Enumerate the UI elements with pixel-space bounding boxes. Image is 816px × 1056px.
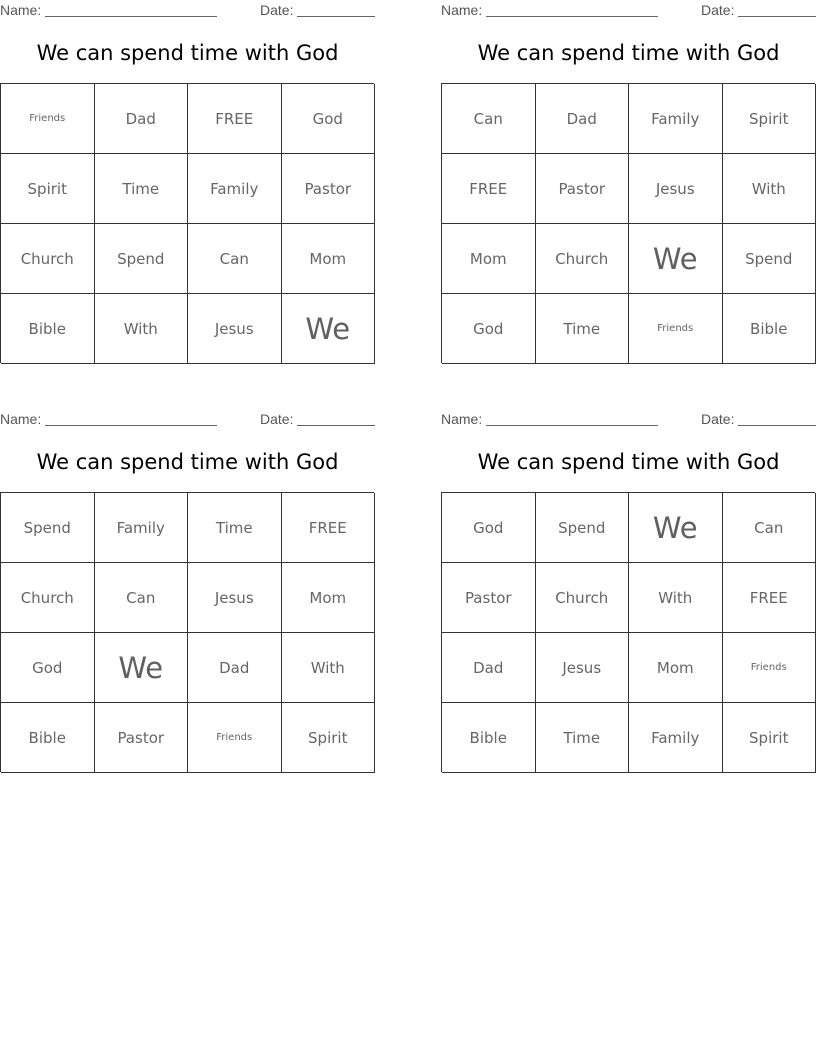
bingo-cell: Mom: [442, 224, 536, 294]
bingo-card: [0, 409, 375, 774]
bingo-cell: Mom: [282, 224, 376, 294]
bingo-cell: With: [629, 563, 723, 633]
bingo-cell: Time: [188, 493, 282, 563]
bingo-cell: We: [95, 633, 189, 703]
bingo-cell: Church: [1, 563, 95, 633]
bingo-card: [441, 0, 816, 365]
bingo-cell: Bible: [442, 703, 536, 773]
bingo-cell: Bible: [1, 703, 95, 773]
bingo-cell: Can: [188, 224, 282, 294]
bingo-cell: Time: [536, 294, 630, 364]
name-label: Name:: [0, 411, 42, 427]
bingo-cell: Mom: [282, 563, 376, 633]
card-title: We can spend time with God: [36, 41, 339, 65]
card-title: We can spend time with God: [477, 41, 780, 65]
card-header: [441, 0, 816, 22]
bingo-cell: Friends: [188, 703, 282, 773]
date-blank-line: [738, 425, 816, 426]
bingo-cell: Family: [629, 84, 723, 154]
bingo-cell: Church: [1, 224, 95, 294]
bingo-cell: Bible: [1, 294, 95, 364]
name-label: Name:: [0, 2, 42, 18]
bingo-cell: Pastor: [95, 703, 189, 773]
name-label: Name:: [441, 2, 483, 18]
bingo-cell: FREE: [188, 84, 282, 154]
date-label: Date:: [260, 2, 294, 18]
bingo-cell: God: [1, 633, 95, 703]
bingo-cell: Church: [536, 563, 630, 633]
bingo-cell: FREE: [282, 493, 376, 563]
date-label: Date:: [701, 411, 735, 427]
date-blank-line: [738, 16, 816, 17]
bingo-cell: With: [723, 154, 816, 224]
bingo-cell: Spirit: [1, 154, 95, 224]
bingo-cell: God: [442, 294, 536, 364]
card-header: [0, 0, 375, 22]
bingo-cell: Pastor: [536, 154, 630, 224]
card-header: [0, 409, 375, 431]
bingo-cell: Spirit: [723, 84, 816, 154]
date-blank-line: [297, 425, 375, 426]
bingo-cell: Spend: [536, 493, 630, 563]
bingo-cell: Can: [95, 563, 189, 633]
bingo-cell: Can: [442, 84, 536, 154]
bingo-cell: Family: [188, 154, 282, 224]
card-header: [441, 409, 816, 431]
bingo-cell: Spend: [723, 224, 816, 294]
card-title: We can spend time with God: [36, 450, 339, 474]
bingo-cell: Dad: [188, 633, 282, 703]
bingo-cell: Friends: [1, 84, 95, 154]
bingo-grid: [441, 492, 815, 772]
name-label: Name:: [441, 411, 483, 427]
bingo-cell: God: [442, 493, 536, 563]
bingo-cell: Pastor: [282, 154, 376, 224]
bingo-cell: Spend: [95, 224, 189, 294]
bingo-cell: Mom: [629, 633, 723, 703]
bingo-grid: [441, 83, 815, 363]
bingo-cell: Jesus: [188, 563, 282, 633]
bingo-card: [441, 409, 816, 774]
bingo-cell: FREE: [723, 563, 816, 633]
bingo-cell: Friends: [629, 294, 723, 364]
bingo-cell: FREE: [442, 154, 536, 224]
bingo-cell: With: [95, 294, 189, 364]
bingo-cell: Time: [95, 154, 189, 224]
bingo-grid: [0, 492, 374, 772]
bingo-cell: Dad: [536, 84, 630, 154]
bingo-cell: Friends: [723, 633, 816, 703]
name-blank-line: [486, 425, 658, 426]
bingo-cell: Spirit: [282, 703, 376, 773]
name-blank-line: [486, 16, 658, 17]
bingo-cell: Jesus: [629, 154, 723, 224]
bingo-grid: [0, 83, 374, 363]
date-label: Date:: [260, 411, 294, 427]
bingo-cell: God: [282, 84, 376, 154]
card-title: We can spend time with God: [477, 450, 780, 474]
bingo-cell: Spirit: [723, 703, 816, 773]
bingo-cell: Spend: [1, 493, 95, 563]
bingo-cell: Family: [95, 493, 189, 563]
bingo-card: [0, 0, 375, 365]
bingo-cell: Church: [536, 224, 630, 294]
date-blank-line: [297, 16, 375, 17]
bingo-cell: Time: [536, 703, 630, 773]
bingo-cell: Jesus: [536, 633, 630, 703]
bingo-cell: Jesus: [188, 294, 282, 364]
date-label: Date:: [701, 2, 735, 18]
bingo-cell: Bible: [723, 294, 816, 364]
bingo-cell: We: [629, 224, 723, 294]
bingo-cell: With: [282, 633, 376, 703]
bingo-cell: Dad: [95, 84, 189, 154]
bingo-cell: We: [282, 294, 376, 364]
bingo-cell: Dad: [442, 633, 536, 703]
bingo-cell: We: [629, 493, 723, 563]
bingo-cell: Family: [629, 703, 723, 773]
name-blank-line: [45, 16, 217, 17]
name-blank-line: [45, 425, 217, 426]
bingo-cell: Pastor: [442, 563, 536, 633]
bingo-cell: Can: [723, 493, 816, 563]
